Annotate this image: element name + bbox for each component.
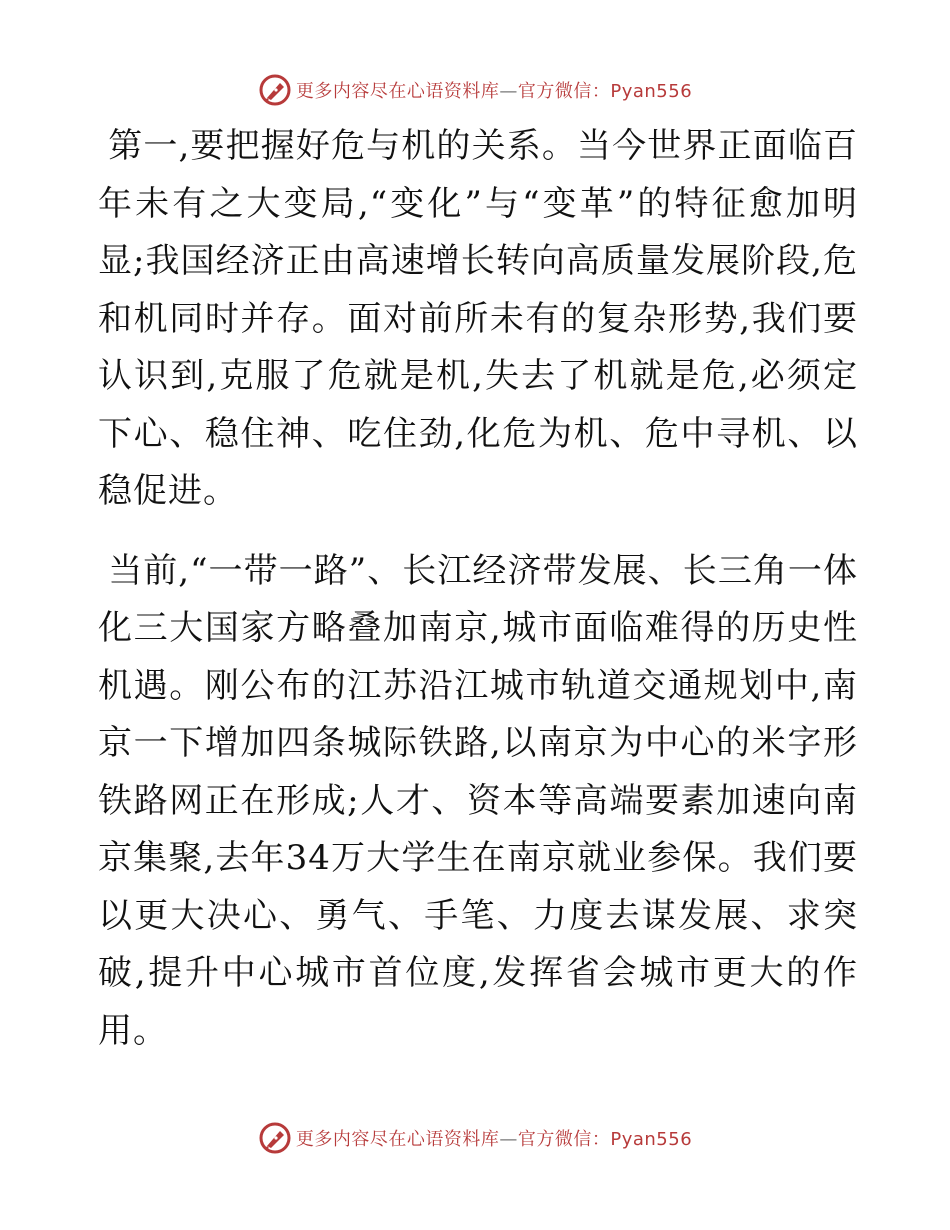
banner-wechat-id: Pyan556 [610, 1129, 693, 1150]
banner-wechat-label: 官方微信： [517, 1129, 611, 1150]
document-body [98, 118, 858, 1060]
banner-text [296, 77, 692, 103]
banner-wechat-label: 官方微信： [517, 81, 611, 102]
footer-banner [0, 1118, 950, 1158]
pen-nib-circle-icon [258, 73, 292, 107]
banner-slogan: 更多内容尽在心语资料库 [295, 1129, 500, 1150]
banner-wechat-id: Pyan556 [610, 81, 693, 102]
pen-nib-circle-icon [258, 1121, 292, 1155]
paragraph-1: 第一,要把握好危与机的关系。当今世界正面临百年未有之大变局,“变化”与“变革”的特征愈加明显;我国经济正由高速增长转向高质量发展阶段,危和机同时并存。面对前所未有的复杂形势,我们要认识到,克服了危就是机,失去了机就是危,必须定下心、稳住神、吃住劲,化危为机、危中寻机、以稳促进。 [98, 126, 858, 511]
paragraph-2: 当前,“一带一路”、长江经济带发展、长三角一体化三大国家方略叠加南京,城市面临难得的历史性机遇。刚公布的江苏沿江城市轨道交通规划中,南京一下增加四条城际铁路,以南京为中心的米字形铁路网正在形成;人才、资本等高端要素加速向南京集聚,去年34万大学生在南京就业参保。我们要以更大决心、勇气、手笔、力度去谋发展、求突破,提升中心城市首位度,发挥省会城市更大的作用。 [98, 550, 858, 1051]
banner-slogan: 更多内容尽在心语资料库 [295, 81, 500, 102]
banner-text [296, 1125, 692, 1151]
banner-dash: — [499, 81, 518, 102]
banner-dash: — [499, 1129, 518, 1150]
header-banner [0, 70, 950, 110]
